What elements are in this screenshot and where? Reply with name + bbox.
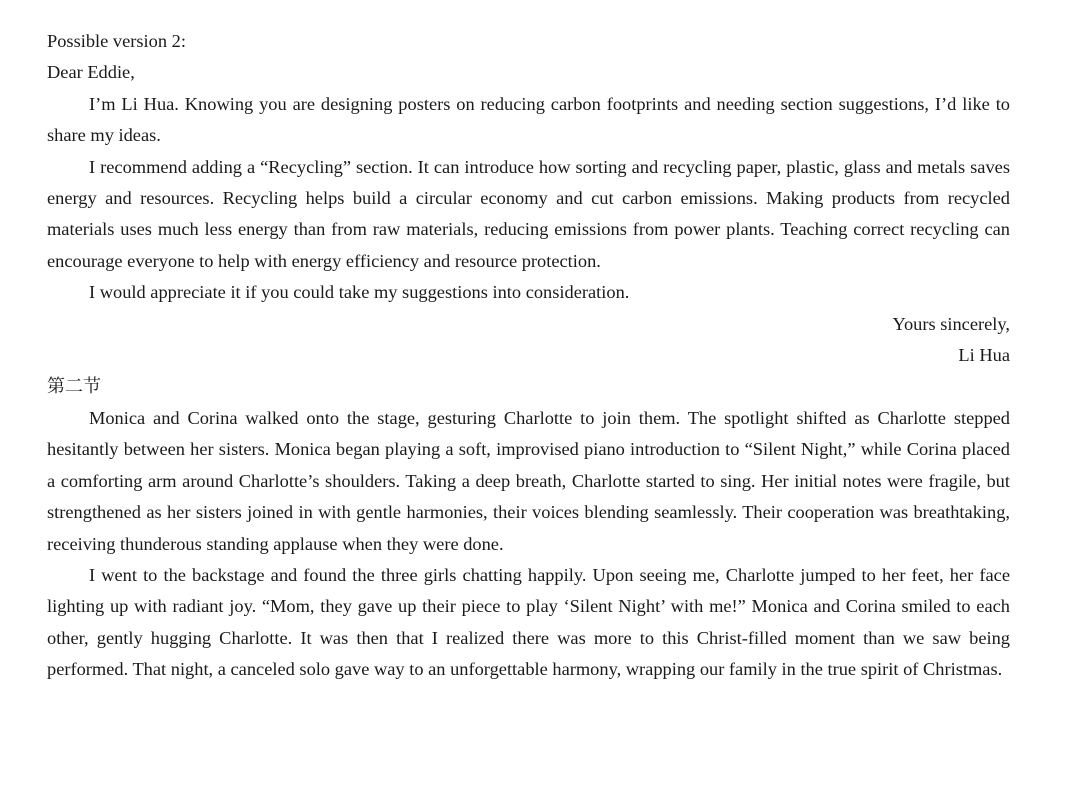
section-heading: 第二节 xyxy=(47,376,101,398)
version-label: Possible version 2: xyxy=(47,31,186,51)
story-paragraph-1: Monica and Corina walked onto the stage, gesturing Charlotte to join them. The spotlight shifted as Charlotte stepped hesitantly between her sisters. Monica began playing a soft, improvised piano introduction to “Silent Night,” while Corina placed a comforting arm around Charlotte’s shoulders. Taking a deep breath, Charlotte started to sing. Her initial notes were fragile, but strengthened as her sisters joined in with gentle harmonies, their voices blending seamlessly. Their cooperation was breathtaking, receiving thunderous standing applause when they were done. xyxy=(47,407,1010,554)
story-paragraph-2: I went to the backstage and found the three girls chatting happily. Upon seeing me, Charlotte jumped to her feet, her face lighting up with radiant joy. “Mom, they gave up their piece to play ‘Silent Night’ with me!” Monica and Corina smiled to each other, gently hugging Charlotte. It was then that I realized there was more to this Christ-filled moment than we saw being performed. That night, a canceled solo gave way to an unforgettable harmony, wrapping our family in the true spirit of Christmas. xyxy=(47,564,1010,680)
letter-closing: Yours sincerely, xyxy=(892,313,1010,334)
letter-greeting: Dear Eddie, xyxy=(47,62,135,83)
document-page xyxy=(47,26,1010,686)
letter-paragraph-3: I would appreciate it if you could take my suggestions into consideration. xyxy=(89,282,630,303)
letter-paragraph-2: I recommend adding a “Recycling” section. It can introduce how sorting and recycling paper, plastic, glass and metals saves energy and resources. Recycling helps build a circular economy and cut carbon emissions. Making products from recycled materials uses much less energy than from raw materials, reducing emissions from power plants. Teaching correct recycling can encourage everyone to help with energy efficiency and resource protection. xyxy=(47,156,1010,271)
letter-paragraph-1: I’m Li Hua. Knowing you are designing posters on reducing carbon footprints and needing section suggestions, I’d like to share my ideas. xyxy=(47,93,1010,146)
letter-signature: Li Hua xyxy=(958,345,1010,366)
